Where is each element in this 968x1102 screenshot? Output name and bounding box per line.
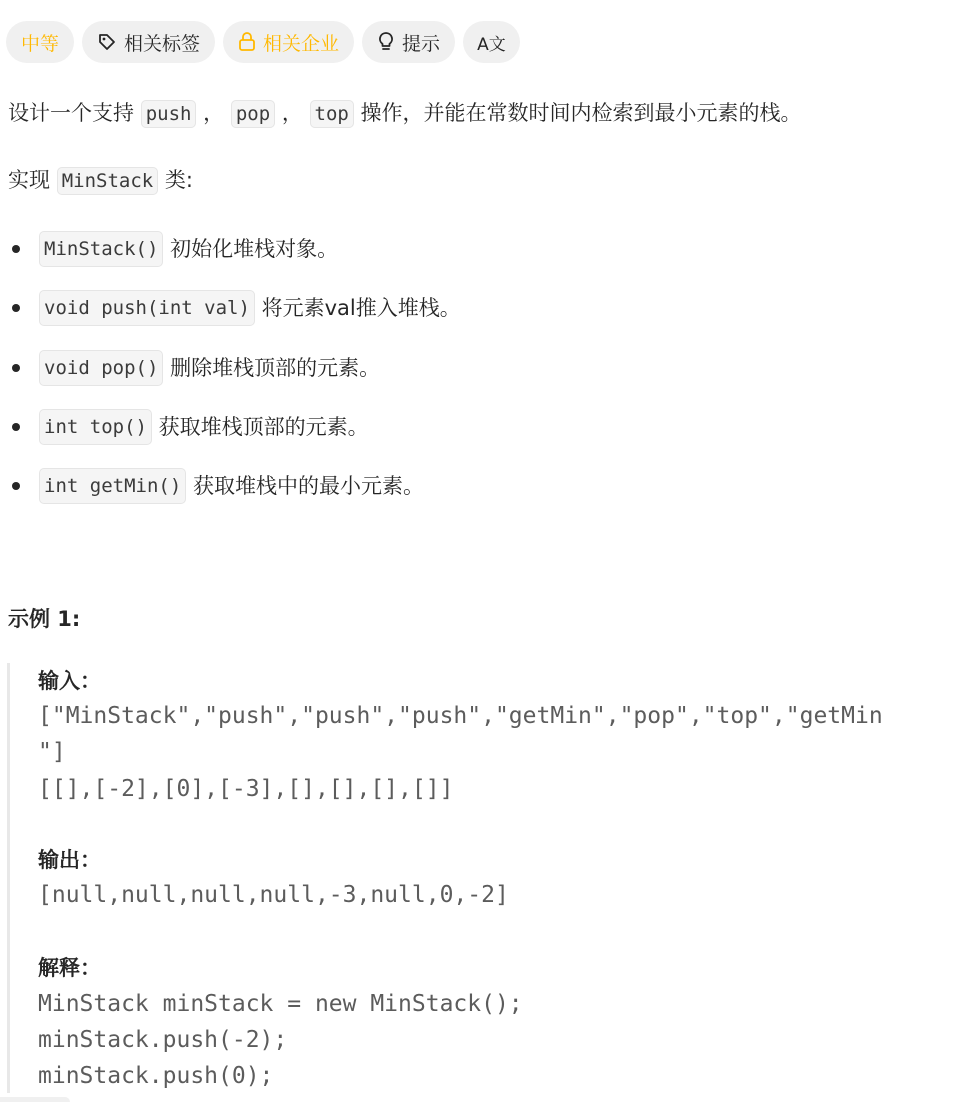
hint-button[interactable] [362,21,455,63]
description-comma: ， [281,101,303,125]
list-item [8,290,461,326]
method-code: void push(int val) [39,290,255,326]
explain-line: MinStack minStack = new MinStack(); [38,991,523,1017]
input-line: "] [38,739,66,765]
hint-label: 提示 [402,32,441,55]
explain-line: minStack.push(0); [38,1063,274,1089]
list-item [8,468,424,504]
inline-code: MinStack [57,167,159,195]
lightbulb-icon [377,31,395,53]
description-paragraph [8,98,802,129]
implement-paragraph [8,165,193,196]
translate-button[interactable] [463,21,520,63]
description-text: 操作，并能在常数时间内检索到最小元素的栈。 [360,101,802,125]
bullet [12,423,20,431]
method-code: int top() [39,409,152,445]
implement-text: 类: [164,168,193,192]
method-desc: 获取堆栈中的最小元素。 [192,474,424,498]
method-desc: 删除堆栈顶部的元素。 [170,356,381,380]
description-comma: ， [203,101,225,125]
input-line: ["MinStack","push","push","push","getMin","pop","top","getMin [38,703,883,729]
output-line: [null,null,null,null,-3,null,0,-2] [38,882,509,908]
list-item [8,409,369,445]
tag-icon [97,32,117,52]
method-code: int getMin() [39,468,186,504]
method-desc: 获取堆栈顶部的元素。 [158,415,369,439]
bullet [12,364,20,372]
example-block-border [7,663,10,1093]
input-label: 输入： [38,669,101,693]
inline-code: top [310,100,354,128]
difficulty-badge [6,21,74,63]
related-companies-label: 相关企业 [263,32,340,55]
method-desc: 将元素val推入堆栈。 [261,296,461,320]
inline-code: pop [231,100,275,128]
bullet [12,304,20,312]
description-text: 设计一个支持 [8,101,134,125]
output-label: 输出： [38,848,101,872]
input-line: [[],[-2],[0],[-3],[],[],[],[]] [38,776,454,802]
implement-text: 实现 [8,168,50,192]
explain-line: minStack.push(-2); [38,1027,288,1053]
list-item [8,231,338,267]
translate-icon: A文 [477,34,506,55]
example-title: 示例 1: [8,607,81,631]
bullet [12,482,20,490]
explain-label: 解释： [38,956,101,980]
list-item [8,350,380,386]
difficulty-label: 中等 [21,32,60,55]
inline-code: push [141,100,197,128]
method-code: void pop() [39,350,163,386]
tag-bar [6,21,520,63]
related-tags-label: 相关标签 [124,32,201,55]
bullet [12,245,20,253]
related-companies-button[interactable] [223,21,354,63]
bottom-tab-edge [0,1097,70,1102]
related-tags-button[interactable] [82,21,215,63]
method-code: MinStack() [39,231,163,267]
lock-icon [238,32,256,52]
method-desc: 初始化堆栈对象。 [170,237,339,261]
